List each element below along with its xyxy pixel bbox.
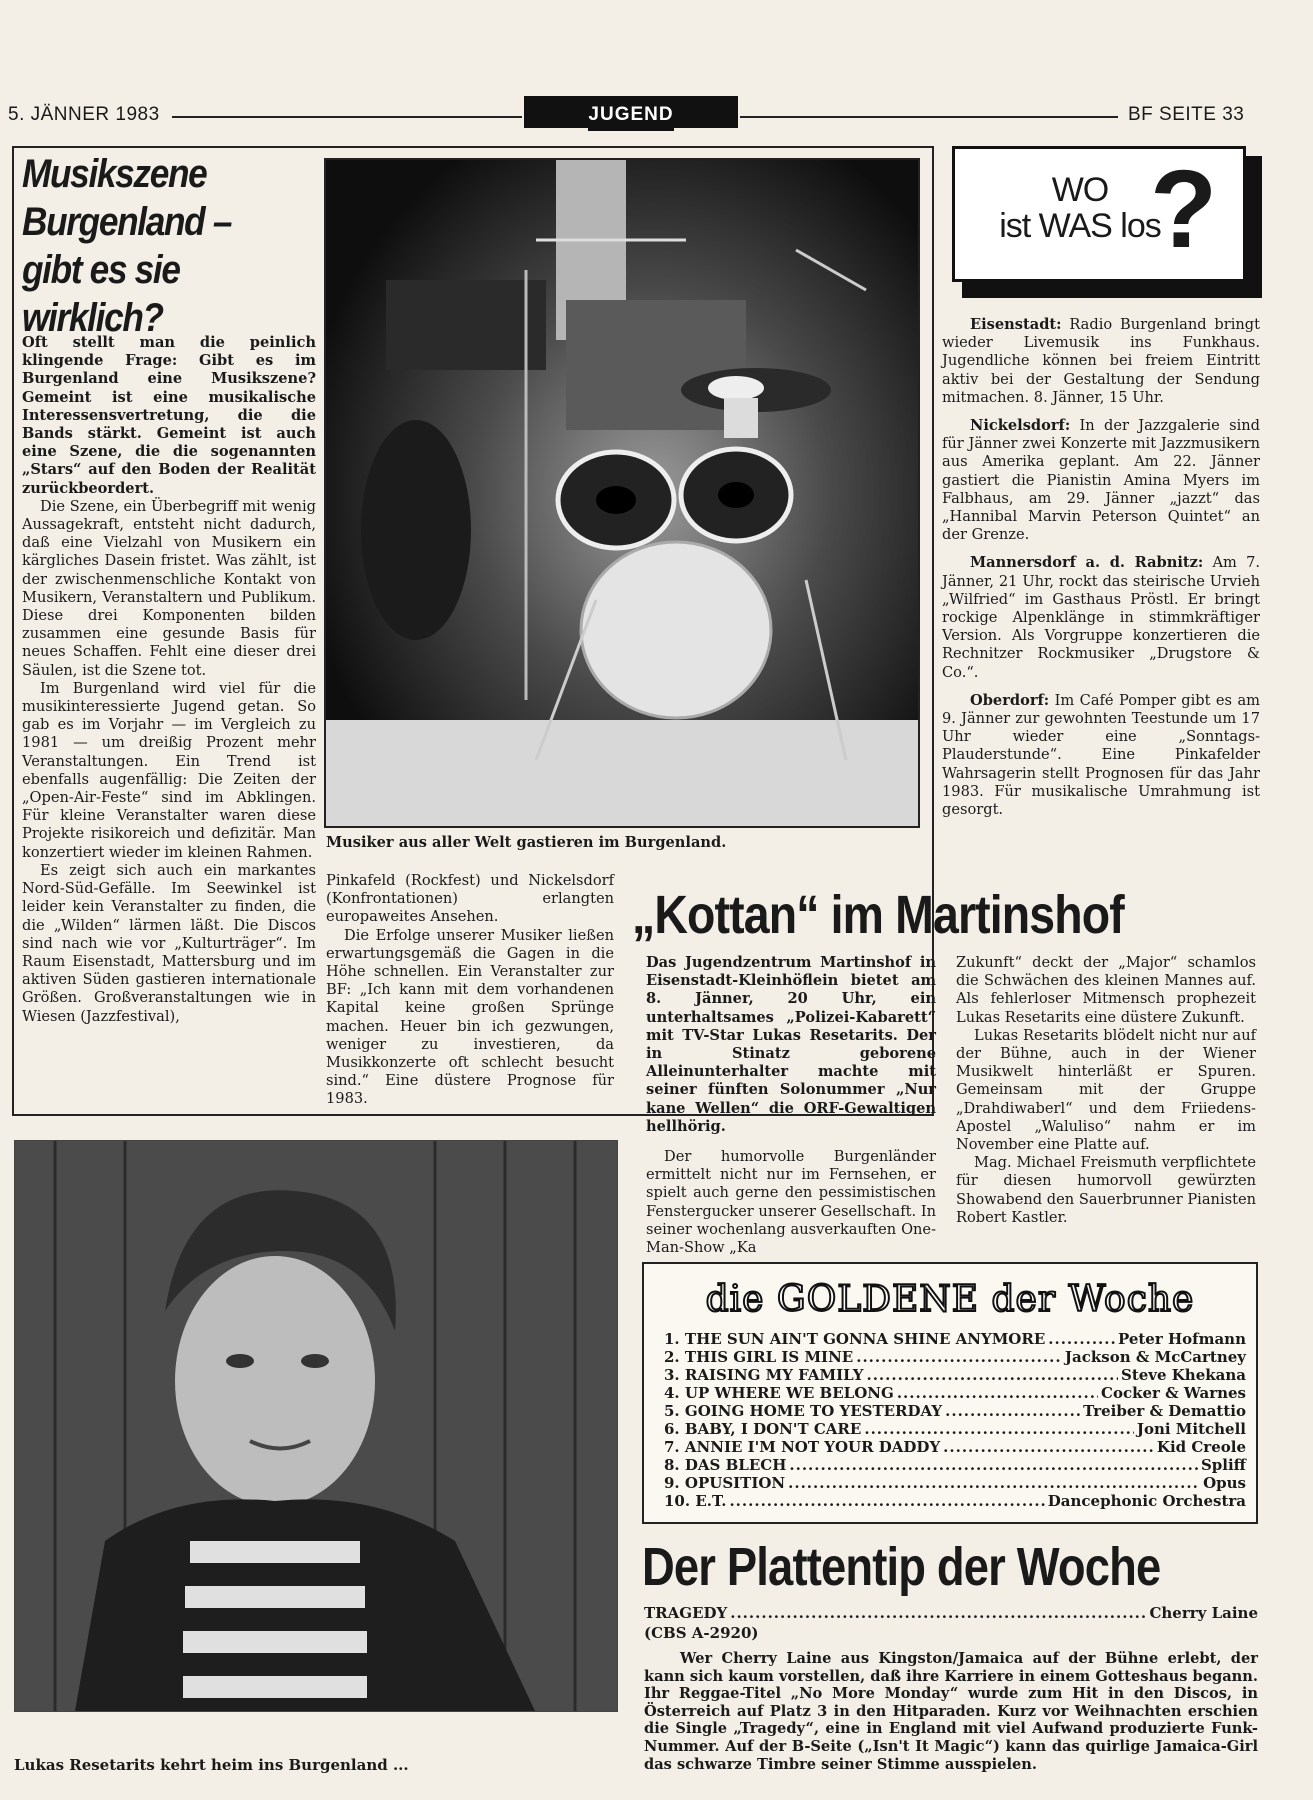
chart-list <box>664 1330 1246 1510</box>
kottan-col1: Das Jugendzentrum Martinshof in Eisenstadt-Kleinhöflein bietet am 8. Jänner, 20 Uhr, ein unterhaltsames „Polizei-Kabarett“ mit TV-Star Lukas Resetarits. Der in Stinatz geborene Alleinunterhalter machte mit seiner fünften Solonummer „Nur kane Wellen“ die ORF-Gewaltigen hellhörig. Der humorvolle Burgenländer ermittelt nicht nur im Fernsehen, er spielt auch gerne den pessimistischen Fenstergucker unserer Gesellschaft. In seiner wochenlang ausverkauften One-Man-Show „Ka <box>646 954 936 1257</box>
concert-photo-caption: Musiker aus aller Welt gastieren im Burgenland. <box>326 834 727 851</box>
kottan-headline: „Kottan“ im Martinshof <box>632 885 1124 945</box>
record-tip-entry: TRAGEDY ..... Cherry Laine <box>644 1604 1258 1622</box>
events-title: WO ist WAS los <box>999 171 1161 245</box>
events-list <box>942 316 1260 829</box>
section-label: JUGEND <box>524 96 738 128</box>
portrait-photo <box>14 1140 618 1712</box>
page-number: BF SEITE 33 <box>1128 104 1245 125</box>
chart-entry: 7. ANNIE I'M NOT YOUR DADDY ..... Kid Creole <box>664 1438 1246 1456</box>
chart-entry: 10. E.T. ..... Dancephonic Orchestra <box>664 1492 1246 1510</box>
issue-date: 5. JÄNNER 1983 <box>8 104 160 125</box>
chart-entry: 2. THIS GIRL IS MINE ..... Jackson & McCartney <box>664 1348 1246 1366</box>
record-tip-headline: Der Plattentip der Woche <box>642 1537 1161 1597</box>
chart-entry: 9. OPUSITION ..... Opus <box>664 1474 1246 1492</box>
lukas-resetarits-portrait-image <box>15 1141 617 1711</box>
record-tip-catalog: (CBS A-2920) <box>644 1624 759 1642</box>
header-rule-left <box>172 116 522 118</box>
chart-entry: 3. RAISING MY FAMILY ..... Steve Khekana <box>664 1366 1246 1384</box>
main-article-col1: Oft stellt man die peinlich klingende Frage: Gibt es im Burgenland eine Musikszene? Gemeint ist eine musikalische Interessensvertretung, die die Bands stärkt. Gemeint ist auch eine Szene, die die sogenannten „Stars“ auf den Boden der Realität zurückbeordert. Die Szene, ein Überbegriff mit wenig Aussagekraft, entsteht nicht dadurch, daß eine Vielzahl von Musikern ein kärgliches Dasein fristet. Was zählt, ist der zwischenmenschliche Kontakt von Musikern, Veranstaltern und Publikum. Diese drei Komponenten bilden zusammen eine gesunde Basis für neues Schaffen. Fehlt eine dieser drei Säulen, ist die Szene tot. Im Burgenland wird viel für die musikinteressierte Jugend getan. So gab es im Vorjahr — im Vergleich zu 1981 — um dreißig Prozent mehr Veranstaltungen. Ein Trend ist ebenfalls augenfällig: Die Zeiten der „Open-Air-Feste“ sind im Abklingen. Für kleine Veranstalter waren diese Projekte risikoreich und defizitär. Man konzertiert wieder im kleinen Rahmen. Es zeigt sich auch ein markantes Nord-Süd-Gefälle. Im Seewinkel ist leider kein Veranstalter zu finden, die die „Wilden“ lärmen läßt. Die Discos sind nach wie vor „Kulturträger“. Im Raum Eisenstadt, Mattersburg und im aktiven Süden gastieren internationale Größen. Großveranstaltungen wie in Wiesen (Jazzfestival), <box>22 334 316 1025</box>
charts-title: die GOLDENE der Woche <box>705 1279 1195 1320</box>
event-item: Eisenstadt: Radio Burgenland bringt wieder Livemusik ins Funkhaus. Jugendliche können bei freiem Eintritt aktiv bei der Gestaltung der Sendung mitmachen. 8. Jänner, 15 Uhr. <box>942 316 1260 406</box>
chart-entry: 8. DAS BLECH ..... Spliff <box>664 1456 1246 1474</box>
chart-entry: 4. UP WHERE WE BELONG ..... Cocker & Warnes <box>664 1384 1246 1402</box>
chart-entry: 5. GOING HOME TO YESTERDAY ..... Treiber & Demattio <box>664 1402 1246 1420</box>
event-item: Oberdorf: Im Café Pomper gibt es am 9. Jänner zur gewohnten Teestunde um 17 Uhr wieder eine „Sonntags-Plauderstunde“. Eine Pinkafelder Wahrsagerin stellt Prognosen für das Jahr 1983. Für musikalische Umrahmung ist gesorgt. <box>942 691 1260 819</box>
concert-photo <box>324 158 920 828</box>
header-rule-right <box>740 116 1118 118</box>
record-tip-text: Wer Cherry Laine aus Kingston/Jamaica auf der Bühne erlebt, der kann sich kaum vorstellen, daß ihre Karriere in einem Gotteshaus begann. Ihr Reggae-Titel „No More Monday“ wurde zum Hit in den Discos, in Österreich auf Platz 3 in den Hitparaden. Kurz vor Weihnachten erschien die Single „Tragedy“, eine in England mit viel Aufwand produzierte Funk-Nummer. Auf der B-Seite („Isn't It Magic“) kann das quirlige Jamaica-Girl das schwarze Timbre seiner Stimme ausspielen. <box>644 1650 1258 1773</box>
event-item: Mannersdorf a. d. Rabnitz: Am 7. Jänner, 21 Uhr, rockt das steirische Urvieh „Wilfried“ im Gasthaus Pröstl. Er bringt rockige Alpenklänge in stimmkräftiger Version. Als Vorgruppe konzertieren die Rechnitzer Rockmusiker „Drugstore & Co.“. <box>942 554 1260 681</box>
event-item: Nickelsdorf: In der Jazzgalerie sind für Jänner zwei Konzerte mit Jazzmusikern aus Amerika geplant. Am 22. Jänner gastiert die Pianistin Amina Myers im Falbhaus, am 29. Jänner „jazzt“ das „Hannibal Marvin Peterson Quintet“ an der Grenze. <box>942 417 1261 544</box>
kottan-col2: Zukunft“ deckt der „Major“ schamlos die Schwächen des kleinen Mannes auf. Als fehlerloser Mitmensch prophezeit Lukas Resetarits eine düstere Zukunft. Lukas Resetarits blödelt nicht nur auf der Bühne, auch in der Wiener Musikwelt hinterläßt er Spuren. Gemeinsam mit der Gruppe „Drahdiwaberl“ und dem Friiedens-Apostel „Waluliso“ nahm er im November eine Platte auf. Mag. Michael Freismuth verpflichtete für diesen humorvoll gewürzten Showabend den Sauerbrunner Pianisten Robert Kastler. <box>956 954 1256 1226</box>
question-mark-icon: ? <box>1150 148 1218 271</box>
chart-entry: 1. THE SUN AIN'T GONNA SHINE ANYMORE ..... Peter Hofmann <box>664 1330 1246 1348</box>
drummer-on-stage-image <box>326 160 918 826</box>
main-headline: Musikszene Burgenland – gibt es sie wirklich? <box>22 152 232 340</box>
main-article-col2: Pinkafeld (Rockfest) und Nickelsdorf (Konfrontationen) erlangten europaweites Ansehen. Die Erfolge unserer Musiker ließen erwartungsgemäß die Gagen in die Höhe schnellen. Ein Veranstalter zur BF: „Ich kann mit dem vorhandenen Kapital keine großen Sprünge machen. Heuer bin ich gezwungen, weniger zu investieren, da Musikkonzerte oft schlecht besucht sind.“ Eine düstere Prognose für 1983. <box>326 872 614 1108</box>
chart-entry: 6. BABY, I DON'T CARE ..... Joni Mitchell <box>664 1420 1246 1438</box>
portrait-photo-caption: Lukas Resetarits kehrt heim ins Burgenland ... <box>14 1756 409 1774</box>
